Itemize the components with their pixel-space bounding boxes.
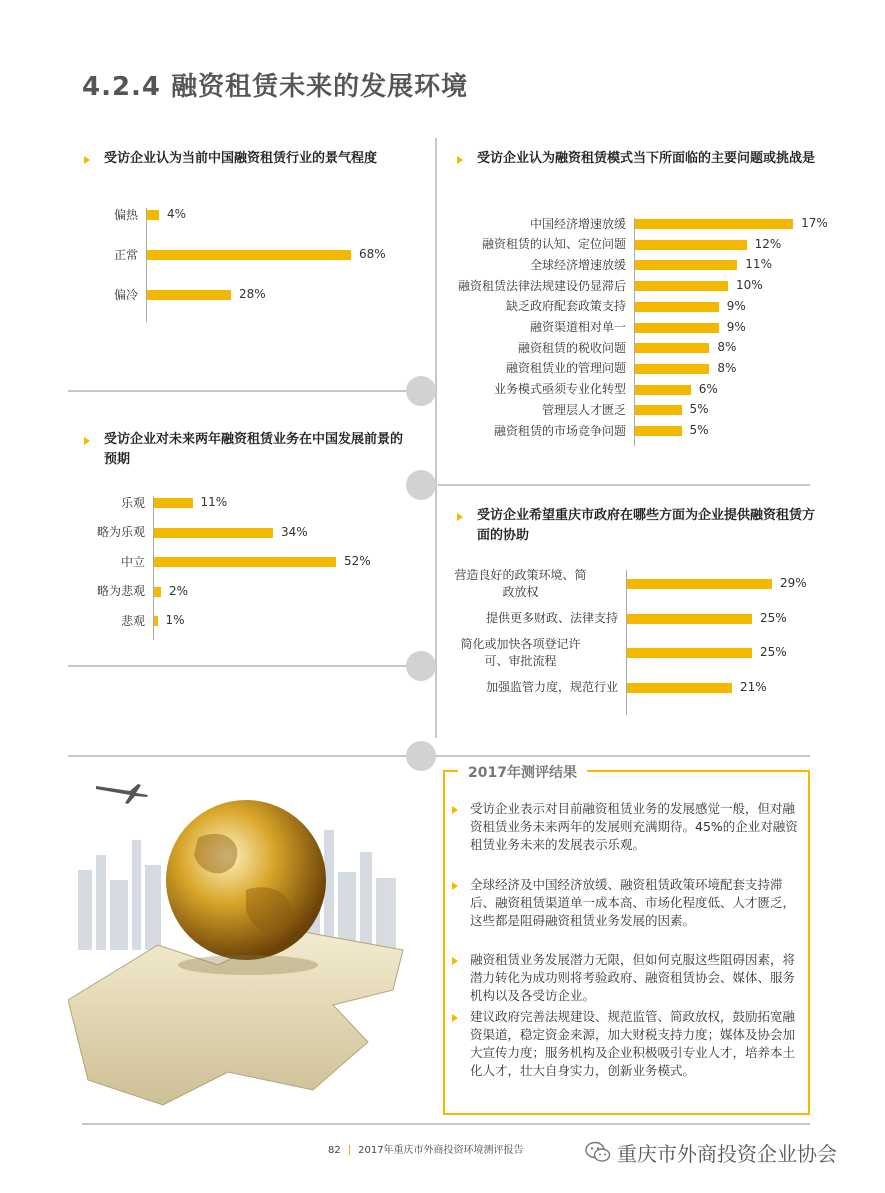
value-label: 2% (169, 583, 189, 598)
bar (635, 364, 709, 374)
bullet-icon (84, 437, 90, 445)
category-label: 融资租赁业的管理问题 (505, 361, 626, 376)
category-label: 融资租赁的市场竞争问题 (493, 423, 626, 438)
category-label: 管理层人才匮乏 (541, 402, 626, 417)
category-label: 乐观 (120, 495, 145, 510)
value-label: 12% (754, 236, 782, 251)
chart-axis (146, 208, 147, 322)
bar (635, 323, 719, 333)
airplane-icon (96, 784, 148, 804)
category-label: 业务模式亟须专业化转型 (493, 382, 626, 397)
bar (154, 528, 273, 538)
globe-illustration (68, 760, 438, 1120)
horizontal-divider-right (438, 484, 810, 486)
category-label: 偏冷 (113, 287, 138, 302)
value-label: 10% (736, 278, 763, 293)
value-label: 9% (726, 319, 746, 334)
category-label: 加强监管力度，规范行业 (485, 680, 618, 694)
bullet-icon (452, 1014, 458, 1022)
bar (635, 302, 719, 312)
category-label: 悲观 (120, 613, 145, 628)
category-label: 略为悲观 (96, 584, 145, 598)
chart-axis (626, 570, 627, 715)
wechat-icon (585, 1141, 611, 1163)
category-label: 融资渠道相对单一 (529, 320, 626, 334)
category-label: 融资租赁法律法规建设仍显滞后 (457, 278, 626, 293)
bullet-icon (452, 806, 458, 814)
bullet-icon (457, 513, 463, 521)
bar (635, 343, 709, 353)
bar (147, 290, 231, 300)
value-label: 11% (745, 257, 772, 272)
horizontal-divider-left (68, 390, 418, 392)
bar (635, 281, 728, 291)
value-label: 8% (717, 360, 737, 375)
results-title: 2017年测评结果 (458, 762, 587, 782)
divider-dot (406, 470, 436, 500)
bullet-icon (452, 957, 458, 965)
chart2-title: 受访企业认为融资租赁模式当下所面临的主要问题或挑战是 (477, 151, 816, 166)
bar (635, 385, 691, 395)
report-title: 2017年重庆市外商投资环境测评报告 (358, 1145, 524, 1156)
page-number: 82 (328, 1145, 341, 1156)
category-label: 略为乐观 (96, 525, 145, 539)
value-label: 28% (239, 287, 266, 301)
bar (627, 614, 752, 624)
value-label: 4% (167, 207, 187, 221)
category-label: 中国经济增速放缓 (529, 216, 626, 231)
horizontal-divider-left-2 (68, 665, 418, 667)
category-label: 营造良好的政策环境、简 政放权 (454, 568, 587, 599)
result-item: 建议政府完善法规建设、规范监管、简政放权，鼓励拓宽融资渠道，稳定资金来源，加大财税支持力度；媒体及协会加大宣传力度；服务机构及企业积极吸引专业人才，培养本土化人才，壮大自身实力，创新业务模式。 (470, 1009, 796, 1078)
bar (154, 616, 158, 626)
footer (328, 1141, 524, 1156)
chart1-title: 受访企业认为当前中国融资租赁行业的景气程度 (104, 151, 378, 166)
bar (635, 260, 737, 270)
value-label: 8% (717, 340, 737, 355)
value-label: 21% (740, 679, 767, 694)
value-label: 34% (281, 524, 308, 539)
value-label: 1% (165, 613, 185, 627)
category-label: 融资租赁的税收问题 (517, 340, 626, 355)
bar (154, 557, 336, 567)
bar (154, 587, 161, 597)
globe-icon (166, 800, 326, 960)
chart4-title: 受访企业希望重庆市政府在哪些方面为企业提供融资租赁方面的协助 (477, 508, 816, 543)
result-item: 融资租赁业务发展潜力无限，但如何克服这些阻碍因素，将潜力转化为成功则将考验政府、融资租赁协会、媒体、服务机构以及各受访企业。 (470, 952, 796, 1003)
horizontal-divider-full (68, 755, 810, 757)
bar (635, 426, 682, 436)
page-title: 4.2.4 融资租赁未来的发展环境 (82, 72, 469, 102)
value-label: 6% (698, 381, 718, 396)
bar (147, 210, 159, 220)
footer-rule (82, 1123, 810, 1125)
result-item: 受访企业表示对目前融资租赁业务的发展感觉一般，但对融资租赁业务未来两年的发展则充满期待。45%的企业对融资租赁业务未来的发展表示乐观。 (470, 801, 798, 852)
category-label: 融资租赁的认知、定位问题 (481, 237, 626, 252)
value-label: 25% (760, 610, 787, 625)
footer-separator (349, 1145, 350, 1155)
value-label: 5% (689, 402, 709, 417)
category-label: 提供更多财政、法律支持 (485, 611, 618, 625)
value-label: 52% (344, 554, 371, 568)
bullet-icon (452, 882, 458, 890)
bar (627, 648, 752, 658)
category-label: 正常 (113, 247, 138, 262)
bar (635, 405, 682, 415)
category-label: 偏热 (113, 207, 138, 222)
result-item: 全球经济及中国经济放缓、融资租赁政策环境配套支持滞后、融资租赁渠道单一成本高、市场化程度低、人才匮乏，这些都是阻碍融资租赁业务发展的因素。 (470, 877, 796, 928)
category-label: 简化或加快各项登记许 可、审批流程 (460, 637, 581, 668)
bar (635, 240, 747, 250)
value-label: 29% (780, 576, 807, 590)
category-label: 缺乏政府配套政策支持 (505, 299, 626, 314)
bullet-icon (457, 156, 463, 164)
value-label: 17% (801, 216, 828, 230)
value-label: 25% (760, 645, 787, 659)
bullet-icon (84, 156, 90, 164)
bar (154, 498, 193, 508)
value-label: 11% (200, 495, 228, 509)
category-label: 中立 (120, 554, 145, 569)
value-label: 9% (726, 298, 746, 313)
value-label: 68% (359, 247, 386, 261)
bar (635, 219, 793, 229)
bar (627, 683, 732, 693)
value-label: 5% (689, 423, 709, 437)
brand-name: 重庆市外商投资企业协会 (617, 1142, 837, 1166)
category-label: 全球经济增速放缓 (529, 257, 626, 272)
bar (627, 579, 772, 589)
chart3-title: 受访企业对未来两年融资租赁业务在中国发展前景的预期 (104, 432, 404, 467)
bar (147, 250, 351, 260)
